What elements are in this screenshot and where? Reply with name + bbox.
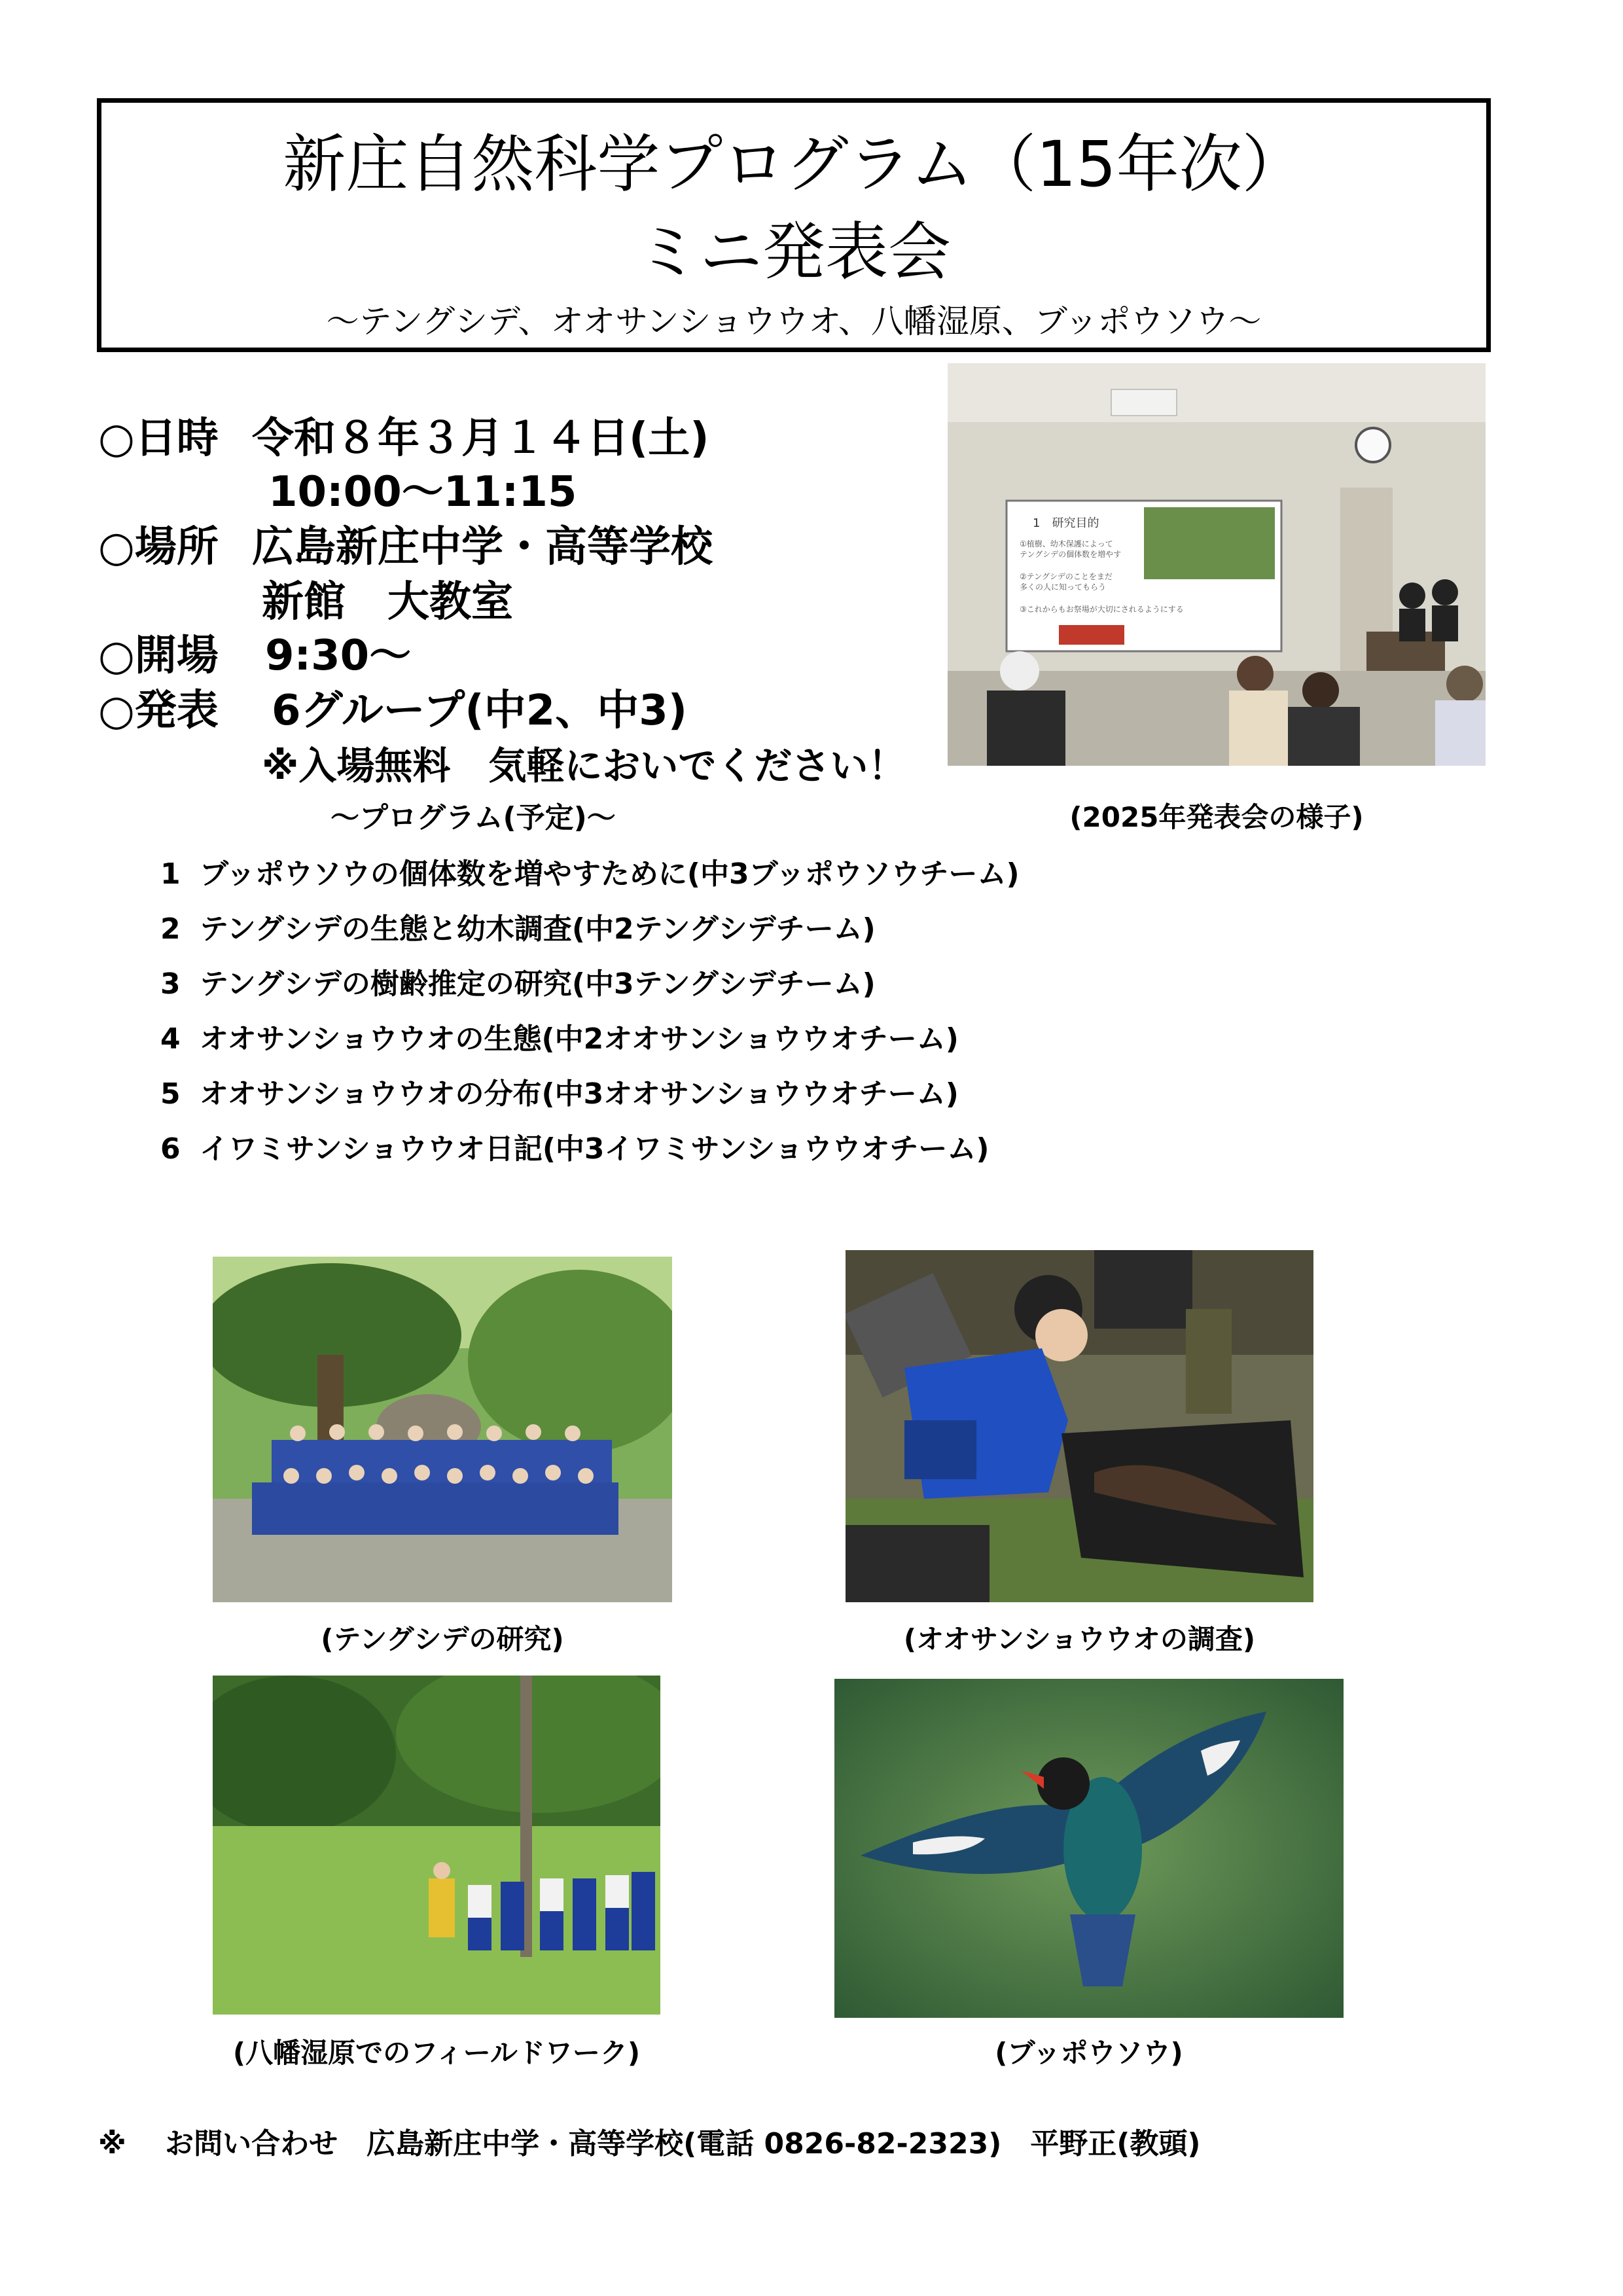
page-title: 新庄自然科学プログラム（15年次） xyxy=(283,128,1305,201)
program-item-number: 2 xyxy=(160,912,181,946)
program-item-text: ブッポウソウの個体数を増やすために(中3ブッポウソウチーム) xyxy=(200,857,1020,891)
program-item xyxy=(160,1021,959,1058)
slide-line-3: ②テングシデのことをまだ xyxy=(1020,572,1113,581)
tengushide-photo xyxy=(213,1257,672,1602)
presentation-groups: 6グループ(中2、中3) xyxy=(272,687,687,735)
admission-note: ※入場無料 気軽においでください！ xyxy=(262,744,906,788)
program-item-text: オオサンショウウオの生態(中2オオサンショウウオチーム) xyxy=(200,1022,959,1056)
program-item xyxy=(160,966,876,1003)
presentation-caption: (2025年発表会の様子) xyxy=(1069,801,1364,833)
slide-line-1: ①植樹、幼木保護によって xyxy=(1020,539,1113,548)
program-item xyxy=(160,856,1020,893)
salamander-photo xyxy=(846,1250,1313,1602)
wetland-photo xyxy=(213,1676,660,2015)
event-time: 10:00～11:15 xyxy=(268,468,577,516)
presentation-label: ○発表 xyxy=(98,687,219,735)
program-item-number: 1 xyxy=(160,857,181,891)
bird-photo xyxy=(834,1679,1344,2018)
program-item-text: テングシデの生態と幼木調査(中2テングシデチーム) xyxy=(200,912,876,946)
datetime-label: ○日時 xyxy=(98,414,219,463)
slide-line-2: テングシデの個体数を増やす xyxy=(1020,550,1122,559)
presentation-photo xyxy=(948,363,1486,766)
program-item-number: 4 xyxy=(160,1022,181,1056)
page-title-sub: ミニ発表会 xyxy=(637,215,951,289)
program-item xyxy=(160,1131,989,1168)
event-date: 令和８年３月１４日(土) xyxy=(252,414,709,463)
contact-info: ※ お問い合わせ 広島新庄中学・高等学校(電話 0826-82-2323) 平野正(教頭) xyxy=(98,2127,1201,2161)
place-line2: 新館 大教室 xyxy=(262,578,513,626)
open-label: ○開場 xyxy=(98,632,219,680)
tengushide-caption: (テングシデの研究) xyxy=(321,1623,564,1655)
program-item xyxy=(160,1076,959,1113)
place-label: ○場所 xyxy=(98,523,219,571)
program-item-text: イワミサンショウウオ日記(中3イワミサンショウウオチーム) xyxy=(200,1132,990,1166)
place-line1: 広島新庄中学・高等学校 xyxy=(252,523,713,571)
program-item-number: 6 xyxy=(160,1132,181,1166)
slide-title: 1 研究目的 xyxy=(1033,516,1099,530)
program-item-number: 3 xyxy=(160,967,181,1001)
program-item-text: オオサンショウウオの分布(中3オオサンショウウオチーム) xyxy=(200,1077,959,1111)
bird-caption: (ブッポウソウ) xyxy=(995,2037,1183,2069)
slide-line-5: ③これからもお祭場が大切にされるようにする xyxy=(1020,605,1184,614)
program-item-number: 5 xyxy=(160,1077,181,1111)
program-item xyxy=(160,911,876,948)
program-item-text: テングシデの樹齢推定の研究(中3テングシデチーム) xyxy=(200,967,876,1001)
wetland-caption: (八幡湿原でのフィールドワーク) xyxy=(232,2037,641,2069)
program-heading: ～プログラム(予定)～ xyxy=(330,801,616,834)
slide-line-4: 多くの人に知ってもらう xyxy=(1020,583,1107,592)
salamander-caption: (オオサンショウウオの調査) xyxy=(903,1623,1256,1655)
page-subtitle: ～テングシデ、オオサンショウウオ、八幡湿原、ブッポウソウ～ xyxy=(326,302,1262,340)
title-box xyxy=(97,98,1491,352)
open-time: 9:30～ xyxy=(265,632,412,680)
